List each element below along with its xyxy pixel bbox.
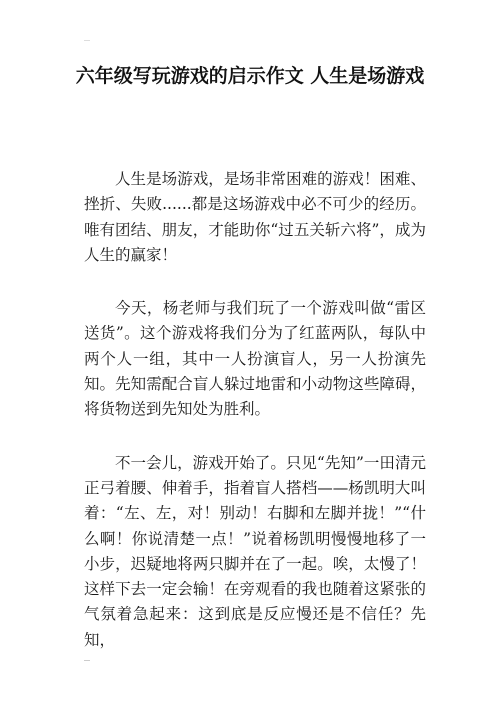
page-corner-mark	[84, 40, 90, 41]
paragraph-3: 不一会儿，游戏开始了。只见“先知”一田清元正弓着腰、伸着手，指着盲人搭档——杨凯明大叫着：“左、左，对！别动！右脚和左脚并拢！”“什么啊！你说清楚一点！”说着杨凯明慢慢地移了一小步，迟疑地将两只脚并在了一起。唉，太慢了！这样下去一定会输！在旁观看的我也随着这紧张的气氛着急起来：这到底是反应慢还是不信任？先知，	[84, 453, 426, 649]
page-corner-mark	[84, 660, 90, 661]
document-body	[84, 167, 426, 681]
paragraph-2: 今天，杨老师与我们玩了一个游戏叫做“雷区送货”。这个游戏将我们分为了红蓝两队，每队中两个人一组，其中一人扮演盲人，另一人扮演先知。先知需配合盲人躲过地雷和小动物这些障碍，将货物送到先知处为胜利。	[84, 299, 426, 419]
paragraph-1: 人生是场游戏，是场非常困难的游戏！困难、挫折、失败......都是这场游戏中必不可少的经历。唯有团结、朋友，才能助你“过五关斩六将”，成为人生的赢家！	[84, 170, 426, 264]
document-title: 六年级写玩游戏的启示作文 人生是场游戏	[75, 65, 425, 87]
